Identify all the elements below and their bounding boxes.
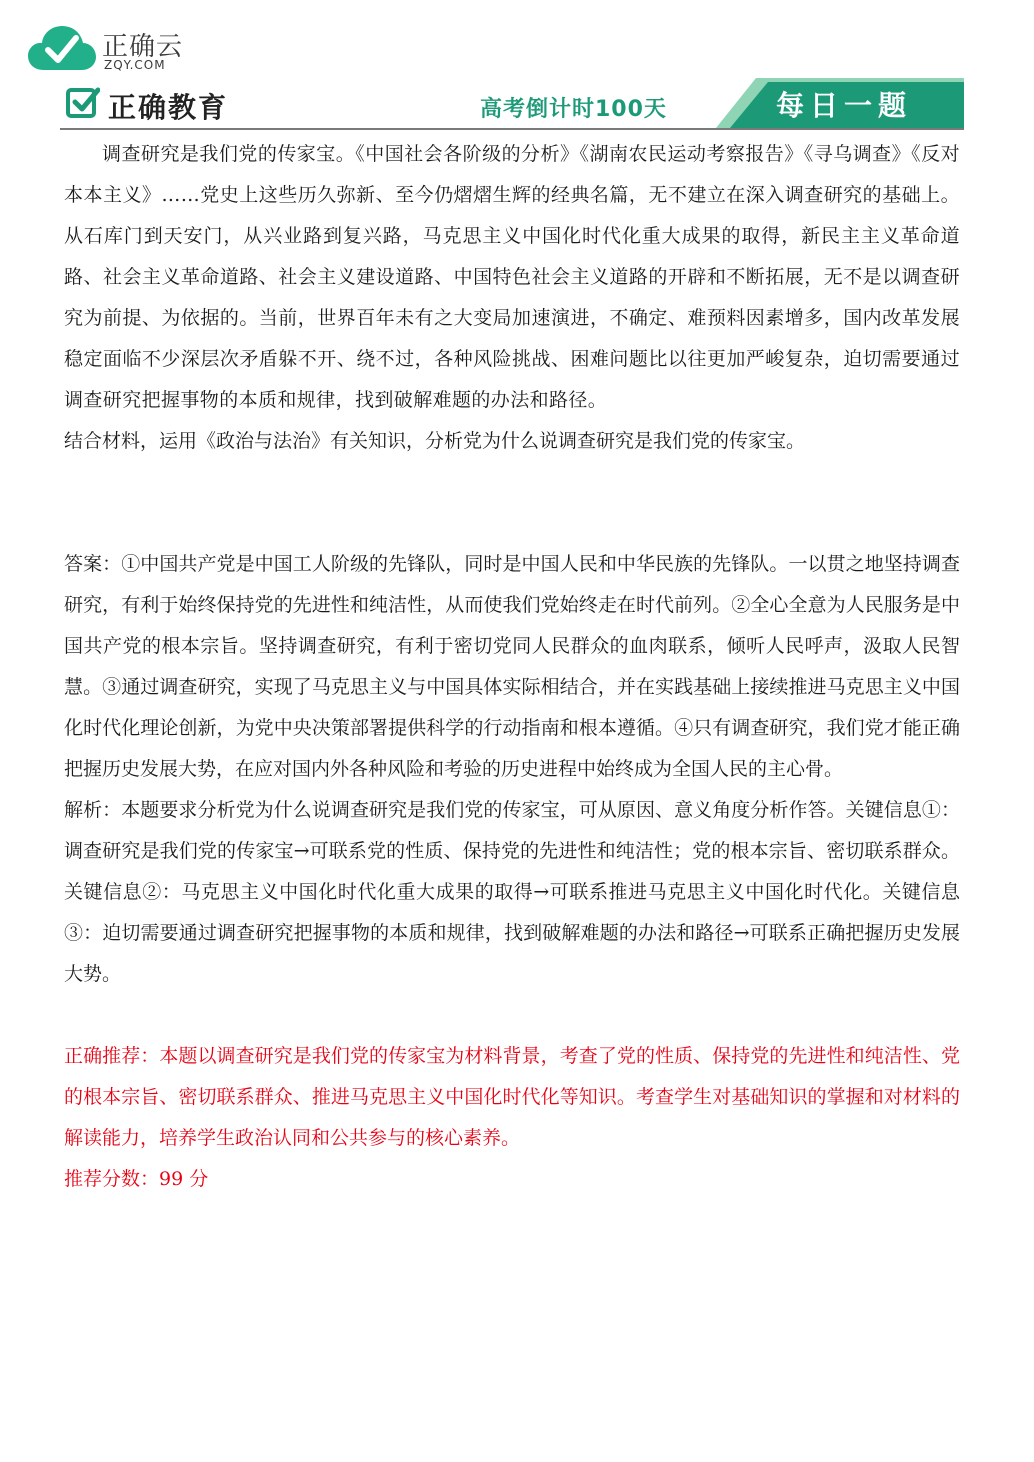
checkbox-icon [66,86,100,120]
countdown-label: 高考倒计时100天 [480,97,667,122]
header-divider [60,128,964,130]
zqy-logo [28,16,198,78]
analysis-text: 解析：本题要求分析党为什么说调查研究是我们党的传家宝，可从原因、意义角度分析作答。关键信息①：调查研究是我们党的传家宝→可联系党的性质、保持党的先进性和纯洁性；党的根本宗旨、密切联系群众。关键信息②：马克思主义中国化时代化重大成果的取得→可联系推进马克思主义中国化时代化。关键信息③：迫切需要通过调查研究把握事物的本质和规律，找到破解难题的办法和路径→可联系正确把握历史发展大势。 [64,799,960,985]
question-text: 结合材料，运用《政治与法治》有关知识，分析党为什么说调查研究是我们党的传家宝。 [64,430,806,452]
spacer [64,462,960,544]
spacer [64,995,960,1036]
brand-title: 正确教育 [108,91,229,124]
material-paragraph: 调查研究是我们党的传家宝。《中国社会各阶级的分析》《湖南农民运动考察报告》《寻乌调查》《反对本本主义》……党史上这些历久弥新、至今仍熠熠生辉的经典名篇，无不建立在深入调查研究的基础上。从石库门到天安门，从兴业路到复兴路，马克思主义中国化时代化重大成果的取得，新民主主义革命道路、社会主义革命道路、社会主义建设道路、中国特色社会主义道路的开辟和不断拓展，无不是以调查研究为前提、为依据的。当前，世界百年未有之大变局加速演进，不确定、难预料因素增多，国内改革发展稳定面临不少深层次矛盾躲不开、绕不过，各种风险挑战、困难问题比以往更加严峻复杂，迫切需要通过调查研究把握事物的本质和规律，找到破解难题的办法和路径。 [64,143,960,411]
question-content [64,134,960,1200]
daily-question-label: 每日一题 [776,89,913,122]
logo-chinese-name: 正确云 [102,32,184,62]
answer-text: 答案：①中国共产党是中国工人阶级的先锋队，同时是中国人民和中华民族的先锋队。一以贯之地坚持调查研究，有利于始终保持党的先进性和纯洁性，从而使我们党始终走在时代前列。②全心全意为人民服务是中国共产党的根本宗旨。坚持调查研究，有利于密切党同人民群众的血肉联系，倾听人民呼声，汲取人民智慧。③通过调查研究，实现了马克思主义与中国具体实际相结合，并在实践基础上接续推进马克思主义中国化时代化理论创新，为党中央决策部署提供科学的行动指南和根本遵循。④只有调查研究，我们党才能正确把握历史发展大势，在应对国内外各种风险和考验的历史进程中始终成为全国人民的主心骨。 [64,553,960,780]
cloud-check-icon [28,24,96,72]
recommend-score: 推荐分数：99 分 [64,1168,209,1190]
logo-domain: ZQY.COM [104,58,166,72]
recommendation-text: 正确推荐：本题以调查研究是我们党的传家宝为材料背景，考查了党的性质、保持党的先进性和纯洁性、党的根本宗旨、密切联系群众、推进马克思主义中国化时代化等知识。考查学生对基础知识的掌握和对材料的解读能力，培养学生政治认同和公共参与的核心素养。 [64,1045,960,1149]
page-header [60,78,964,130]
